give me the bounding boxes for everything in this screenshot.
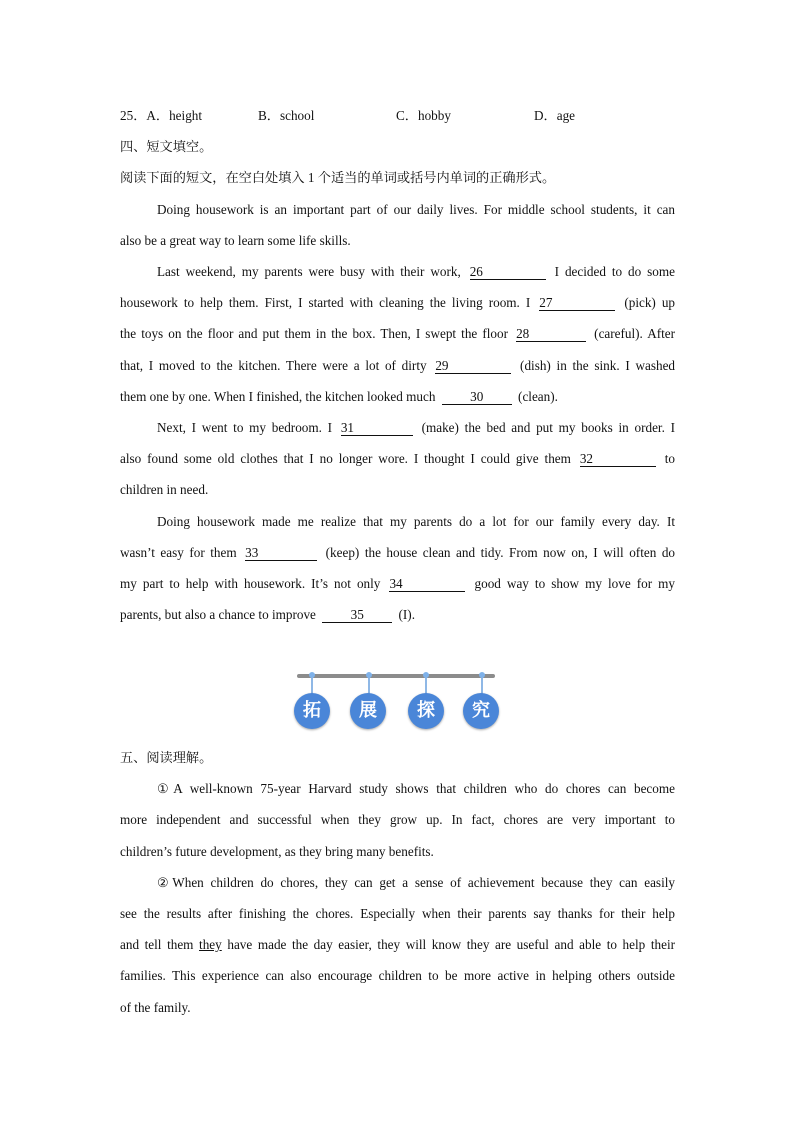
blank-32[interactable]: 32 xyxy=(580,452,656,467)
text-segment: that, I moved to the kitchen. There were a lot of dirty xyxy=(120,357,427,373)
blank-31[interactable]: 31 xyxy=(341,421,413,436)
section-4 xyxy=(120,100,675,630)
text-segment: parents, but also a chance to improve xyxy=(120,607,316,623)
paragraph-line: Doing housework made me realize that my parents do a lot for our family every day. It xyxy=(157,513,675,529)
banner-dot xyxy=(309,672,315,678)
text-segment: wasn’t easy for them xyxy=(120,544,237,560)
blank-34[interactable]: 34 xyxy=(389,577,465,592)
paragraph-line xyxy=(120,929,675,960)
option-c: C．hobby xyxy=(396,108,451,123)
banner-char-4: 究 xyxy=(463,693,499,729)
text-segment: (pick) up xyxy=(624,295,676,311)
text-segment: I decided to do some xyxy=(554,264,676,280)
option-b: B．school xyxy=(258,108,315,123)
text-segment: (dish) in the sink. I washed xyxy=(520,357,676,373)
paragraph-line: ②When children do chores, they can get a sense of achievement because they can easily xyxy=(157,874,675,890)
blank-27[interactable]: 27 xyxy=(539,296,615,311)
paragraph-line xyxy=(120,287,675,318)
blank-29[interactable]: 29 xyxy=(435,359,511,374)
paragraph-line: children in need. xyxy=(120,482,209,498)
text-segment: the toys on the floor and put them in the box. Then, I swept the floor xyxy=(120,326,508,342)
blank-26[interactable]: 26 xyxy=(470,265,546,280)
text-segment: have made the day easier, they will know they are useful and able to help their xyxy=(227,937,675,953)
paragraph-line: ①A well-known 75-year Harvard study shows that children who do chores can become xyxy=(157,781,675,797)
text-segment: Last weekend, my parents were busy with their work, xyxy=(157,264,461,280)
text-segment: Next, I went to my bedroom. I xyxy=(157,420,333,436)
paragraph-line xyxy=(120,381,675,412)
paragraph-line xyxy=(120,256,675,287)
section-4-instruction: 阅读下面的短文，在空白处填入 1 个适当的单词或括号内单词的正确形式。 xyxy=(120,170,556,186)
blank-33[interactable]: 33 xyxy=(245,546,317,561)
paragraph-line xyxy=(120,443,675,474)
blank-28[interactable]: 28 xyxy=(516,327,586,342)
text-segment: to xyxy=(664,451,676,467)
paragraph-line: of the family. xyxy=(120,999,191,1015)
banner-char-3: 探 xyxy=(408,693,444,729)
banner-char-1: 拓 xyxy=(294,693,330,729)
banner-dot xyxy=(479,672,485,678)
text-segment: also found some old clothes that I no longer wore. I thought I could give them xyxy=(120,451,571,467)
paragraph-line xyxy=(120,412,675,443)
banner-bar xyxy=(297,674,495,678)
text-segment: (I). xyxy=(398,607,415,623)
option-d: D．age xyxy=(534,108,576,123)
text-segment: (make) the bed and put my books in order. I xyxy=(421,420,676,436)
paragraph-line: more independent and successful when they grow up. In fact, chores are very important to xyxy=(120,812,675,828)
banner-char-2: 展 xyxy=(350,693,386,729)
blank-30[interactable]: 30 xyxy=(442,390,512,405)
paragraph-line: children’s future development, as they bring many benefits. xyxy=(120,843,434,859)
paragraph-line xyxy=(120,350,675,381)
text-segment: housework to help them. First, I started with cleaning the living room. I xyxy=(120,295,531,311)
text-segment: my part to help with housework. It’s not only xyxy=(120,576,381,592)
paragraph-line xyxy=(120,599,675,630)
banner-dot xyxy=(423,672,429,678)
text-segment: (keep) the house clean and tidy. From now on, I will often do xyxy=(325,544,676,560)
paragraph-line xyxy=(120,568,675,599)
paragraph-line: see the results after finishing the chores. Especially when their parents say thanks for their help xyxy=(120,906,675,922)
paragraph-line: Doing housework is an important part of our daily lives. For middle school students, it can xyxy=(157,201,675,217)
paragraph-line xyxy=(120,537,675,568)
paragraph-line xyxy=(120,318,675,349)
section-5-title: 五、阅读理解。 xyxy=(120,750,213,765)
text-segment: good way to show my love for my xyxy=(474,576,676,592)
question-25-options xyxy=(120,100,675,131)
section-4-title: 四、短文填空。 xyxy=(120,139,213,155)
text-segment: (careful). After xyxy=(594,326,676,342)
text-segment: and tell them xyxy=(120,937,194,953)
text-segment: them one by one. When I finished, the kitchen looked much xyxy=(120,388,436,404)
section-5 xyxy=(120,742,675,1023)
paragraph-line: also be a great way to learn some life skills. xyxy=(120,232,351,248)
text-segment: (clean). xyxy=(518,388,558,404)
extension-banner xyxy=(290,672,500,732)
blank-35[interactable]: 35 xyxy=(322,608,392,623)
option-a: 25．A．height xyxy=(120,108,203,123)
underlined-word: they xyxy=(199,937,222,953)
paragraph-line: families. This experience can also encourage children to be more active in helping others outside xyxy=(120,968,675,984)
banner-dot xyxy=(366,672,372,678)
